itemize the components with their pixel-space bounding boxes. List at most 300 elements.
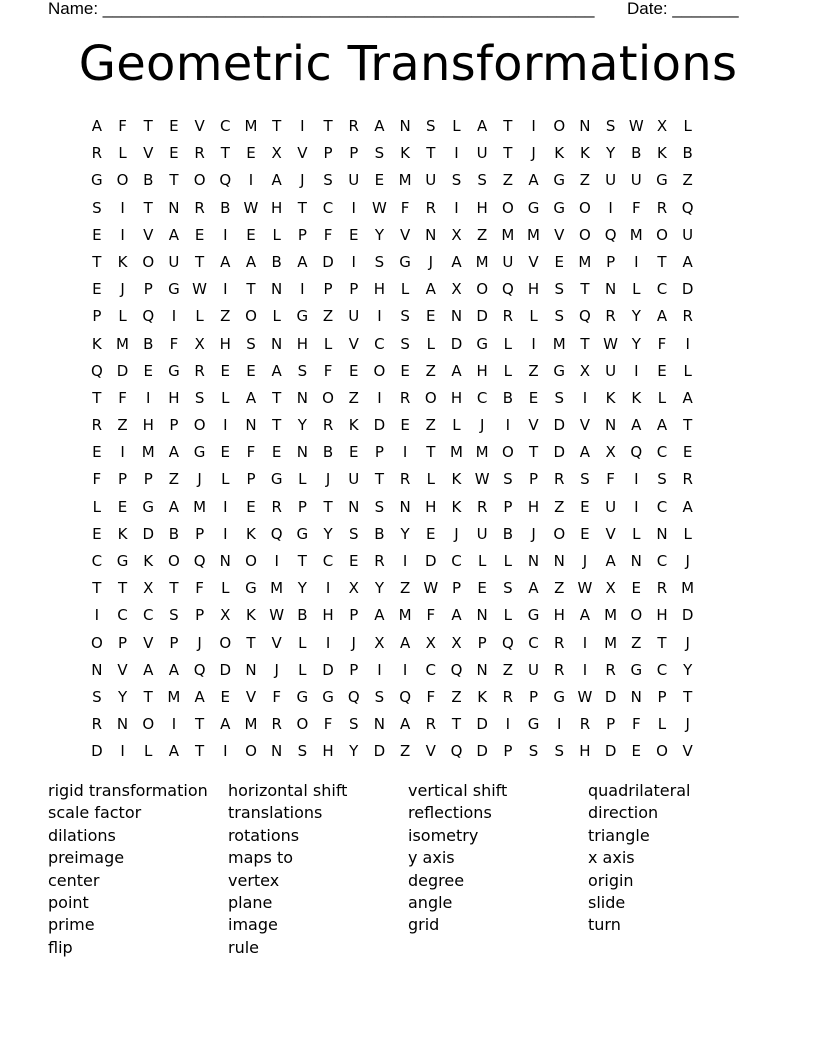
word-list-item: reflections — [408, 803, 492, 823]
grid-letter: T — [580, 280, 590, 299]
grid-letter: C — [374, 334, 385, 353]
grid-letter: N — [656, 524, 668, 543]
grid-letter: E — [631, 579, 642, 598]
grid-letter: B — [271, 252, 282, 271]
grid-letter: J — [325, 470, 331, 489]
grid-letter: T — [451, 715, 462, 734]
grid-letter: M — [244, 715, 258, 734]
grid-letter: J — [120, 280, 125, 299]
grid-letter: E — [246, 497, 256, 516]
grid-letter: R — [194, 361, 205, 380]
grid-letter: N — [168, 198, 180, 217]
grid-letter: G — [116, 552, 129, 570]
grid-letter: B — [502, 524, 513, 543]
grid-letter: T — [657, 633, 667, 652]
grid-letter: A — [168, 443, 180, 462]
grid-letter: T — [143, 198, 153, 217]
letter-grid — [84, 113, 701, 766]
grid-letter: Y — [631, 307, 641, 326]
grid-row — [84, 466, 701, 493]
grid-letter: M — [141, 443, 155, 462]
grid-letter: F — [118, 117, 127, 135]
grid-letter: R — [271, 715, 282, 734]
grid-letter: M — [604, 606, 618, 625]
grid-letter: Y — [297, 579, 307, 598]
grid-row — [84, 630, 701, 657]
grid-row — [84, 167, 701, 194]
grid-letter: G — [553, 361, 566, 380]
grid-letter: H — [476, 361, 488, 380]
grid-letter: N — [476, 606, 488, 625]
grid-letter: W — [192, 280, 208, 299]
grid-letter: F — [400, 198, 410, 217]
grid-letter: J — [197, 633, 202, 652]
grid-letter: V — [579, 416, 591, 435]
grid-letter: S — [605, 117, 616, 135]
grid-letter: E — [246, 225, 256, 244]
grid-letter: R — [554, 470, 565, 489]
grid-letter: G — [399, 252, 411, 271]
word-list-item: prime — [48, 915, 95, 935]
grid-letter: E — [92, 443, 102, 462]
grid-letter: F — [426, 687, 436, 706]
grid-letter: F — [606, 470, 615, 489]
grid-letter: V — [271, 633, 282, 652]
grid-letter: O — [322, 388, 334, 407]
grid-letter: C — [117, 606, 128, 625]
grid-letter: O — [630, 606, 643, 625]
grid-letter: P — [349, 280, 359, 299]
grid-letter: L — [426, 334, 435, 353]
grid-letter: L — [683, 117, 692, 135]
grid-letter: L — [144, 742, 153, 761]
grid-letter: K — [477, 687, 488, 706]
grid-letter: I — [582, 660, 588, 679]
grid-letter: E — [554, 252, 564, 271]
grid-letter: R — [502, 307, 514, 326]
grid-letter: E — [528, 388, 539, 407]
grid-letter: Z — [631, 633, 642, 652]
grid-letter: T — [528, 443, 539, 462]
grid-letter: A — [605, 552, 616, 570]
grid-letter: Z — [502, 660, 513, 679]
grid-letter: Q — [450, 742, 463, 761]
grid-letter: L — [221, 579, 230, 598]
grid-letter: O — [656, 225, 668, 244]
grid-row — [84, 684, 701, 711]
grid-letter: P — [606, 715, 616, 734]
grid-letter: L — [118, 307, 127, 326]
grid-letter: S — [580, 470, 590, 489]
grid-letter: T — [580, 334, 590, 353]
grid-letter: G — [527, 198, 540, 217]
grid-letter: Z — [477, 225, 488, 244]
grid-letter: G — [630, 660, 643, 679]
grid-letter: D — [604, 742, 617, 761]
grid-letter: O — [501, 198, 514, 217]
grid-letter: U — [605, 361, 617, 380]
word-column — [588, 780, 768, 937]
grid-letter: S — [297, 742, 308, 761]
grid-letter: I — [300, 117, 305, 135]
grid-letter: B — [322, 443, 334, 462]
grid-letter: E — [400, 361, 410, 380]
grid-letter: G — [245, 579, 257, 598]
grid-letter: Y — [374, 579, 384, 598]
grid-letter: M — [244, 117, 258, 135]
grid-letter: I — [402, 443, 408, 462]
grid-letter: N — [296, 388, 308, 407]
grid-letter: L — [221, 470, 230, 489]
grid-letter: D — [553, 443, 565, 462]
word-column — [228, 780, 408, 959]
grid-letter: I — [325, 579, 331, 598]
grid-letter: E — [580, 524, 590, 543]
grid-letter: U — [682, 225, 694, 244]
grid-letter: L — [298, 633, 307, 652]
grid-letter: I — [223, 416, 228, 435]
grid-letter: H — [450, 388, 463, 407]
grid-letter: O — [193, 171, 206, 190]
grid-letter: R — [91, 715, 103, 734]
grid-letter: A — [425, 280, 436, 299]
grid-letter: J — [531, 524, 536, 543]
word-list-item: horizontal shift — [228, 781, 348, 800]
grid-letter: O — [245, 307, 257, 326]
word-list-item: rotations — [228, 825, 300, 845]
grid-letter: Z — [528, 361, 539, 380]
grid-letter: T — [246, 633, 256, 652]
grid-letter: C — [656, 660, 668, 679]
grid-letter: G — [270, 470, 283, 489]
grid-letter: V — [297, 144, 308, 163]
grid-letter: I — [454, 144, 459, 163]
grid-letter: L — [298, 470, 307, 489]
grid-letter: K — [117, 252, 128, 271]
grid-letter: H — [553, 606, 565, 625]
grid-row — [84, 575, 701, 602]
grid-letter: A — [168, 660, 180, 679]
grid-letter: R — [194, 144, 205, 163]
grid-letter: G — [168, 280, 180, 299]
grid-letter: E — [271, 443, 282, 462]
grid-letter: A — [631, 416, 642, 435]
grid-letter: F — [323, 225, 333, 244]
grid-letter: N — [245, 660, 257, 679]
grid-letter: Q — [142, 307, 155, 326]
grid-letter: P — [323, 280, 333, 299]
grid-row — [84, 738, 701, 765]
grid-letter: D — [476, 742, 488, 761]
grid-letter: P — [349, 660, 359, 679]
grid-letter: A — [91, 117, 102, 135]
grid-letter: M — [475, 252, 489, 271]
grid-letter: H — [656, 606, 668, 625]
grid-letter: P — [297, 225, 307, 244]
grid-letter: X — [579, 361, 591, 380]
grid-letter: I — [402, 552, 408, 570]
grid-letter: L — [298, 660, 307, 679]
grid-letter: F — [169, 334, 179, 353]
grid-letter: O — [579, 198, 591, 217]
grid-letter: T — [169, 579, 179, 598]
grid-letter: V — [194, 117, 205, 135]
grid-letter: N — [630, 552, 642, 570]
grid-letter: J — [300, 171, 305, 190]
grid-letter: I — [608, 198, 613, 217]
grid-letter: A — [271, 171, 282, 190]
grid-row — [84, 521, 701, 548]
grid-letter: L — [400, 280, 410, 299]
grid-letter: A — [528, 579, 539, 598]
grid-letter: S — [503, 470, 513, 489]
grid-letter: O — [476, 280, 489, 299]
grid-letter: O — [553, 117, 566, 135]
grid-letter: D — [322, 660, 334, 679]
grid-letter: T — [323, 117, 333, 135]
grid-letter: U — [630, 171, 642, 190]
grid-letter: I — [505, 715, 511, 734]
grid-letter: A — [168, 497, 180, 516]
grid-letter: L — [503, 552, 513, 570]
grid-letter: E — [246, 144, 256, 163]
grid-letter: N — [399, 497, 411, 516]
grid-letter: G — [553, 198, 566, 217]
grid-letter: N — [553, 552, 565, 570]
grid-letter: U — [502, 252, 514, 271]
grid-letter: L — [657, 388, 667, 407]
word-list-item: triangle — [588, 825, 650, 845]
grid-letter: I — [582, 388, 588, 407]
grid-letter: S — [348, 715, 359, 734]
grid-letter: A — [220, 252, 231, 271]
grid-letter: N — [373, 715, 386, 734]
grid-letter: C — [425, 660, 437, 679]
grid-letter: L — [221, 388, 230, 407]
word-list-item: grid — [408, 915, 440, 935]
grid-letter: C — [91, 552, 103, 570]
grid-letter: D — [91, 742, 103, 761]
grid-letter: S — [169, 606, 179, 625]
grid-letter: G — [91, 171, 103, 190]
grid-letter: C — [322, 552, 334, 570]
grid-letter: P — [169, 416, 179, 435]
word-list-item: direction — [588, 803, 659, 823]
grid-letter: E — [348, 225, 359, 244]
grid-letter: M — [527, 225, 540, 244]
grid-letter: S — [246, 334, 256, 353]
grid-letter: S — [400, 334, 410, 353]
grid-row — [84, 303, 701, 330]
grid-letter: K — [657, 144, 667, 163]
grid-row — [84, 331, 701, 358]
grid-letter: E — [220, 361, 231, 380]
grid-letter: T — [426, 443, 436, 462]
grid-letter: E — [682, 443, 693, 462]
grid-letter: T — [169, 171, 179, 190]
grid-letter: Q — [501, 633, 514, 652]
grid-letter: S — [374, 687, 385, 706]
grid-letter: I — [223, 742, 228, 761]
grid-letter: V — [117, 660, 128, 679]
grid-letter: I — [171, 307, 177, 326]
grid-letter: L — [477, 552, 487, 570]
grid-letter: R — [425, 198, 436, 217]
grid-letter: I — [223, 225, 228, 244]
grid-letter: K — [400, 144, 411, 163]
grid-letter: S — [297, 361, 308, 380]
grid-letter: M — [449, 443, 463, 462]
grid-letter: K — [246, 524, 256, 543]
grid-letter: Y — [117, 687, 128, 706]
grid-letter: D — [476, 307, 488, 326]
grid-letter: C — [656, 280, 668, 299]
grid-letter: P — [118, 470, 128, 489]
grid-letter: H — [142, 416, 154, 435]
grid-letter: I — [94, 606, 100, 625]
grid-letter: J — [351, 633, 356, 652]
grid-letter: A — [297, 252, 308, 271]
grid-letter: V — [425, 742, 436, 761]
date-field-label: Date: _______ — [627, 0, 739, 18]
grid-letter: O — [116, 171, 129, 190]
grid-letter: V — [399, 225, 411, 244]
grid-row — [84, 548, 701, 575]
grid-letter: P — [195, 524, 205, 543]
word-list-item: slide — [588, 892, 626, 912]
grid-letter: I — [377, 660, 382, 679]
grid-letter: Z — [682, 171, 693, 190]
grid-letter: O — [219, 633, 232, 652]
grid-letter: F — [195, 579, 204, 598]
word-list-item: degree — [408, 870, 465, 890]
grid-letter: F — [118, 388, 127, 407]
grid-letter: O — [553, 524, 566, 543]
grid-letter: I — [531, 117, 536, 135]
grid-letter: Y — [631, 334, 641, 353]
grid-letter: T — [657, 252, 667, 271]
grid-letter: F — [272, 687, 281, 706]
grid-letter: S — [528, 742, 539, 761]
grid-row — [84, 711, 701, 738]
grid-letter: K — [91, 334, 102, 353]
grid-letter: Z — [168, 470, 180, 489]
word-column — [408, 780, 588, 937]
grid-letter: V — [143, 633, 154, 652]
grid-letter: E — [348, 361, 359, 380]
grid-letter: H — [476, 198, 488, 217]
grid-letter: U — [348, 171, 360, 190]
grid-letter: E — [143, 361, 153, 380]
grid-letter: E — [92, 524, 102, 543]
grid-letter: L — [632, 524, 641, 543]
grid-letter: R — [579, 715, 591, 734]
grid-letter: S — [348, 524, 359, 543]
grid-letter: S — [554, 280, 564, 299]
grid-letter: T — [683, 687, 693, 706]
grid-letter: F — [323, 715, 333, 734]
grid-row — [84, 412, 701, 439]
grid-letter: X — [656, 117, 668, 135]
grid-letter: T — [374, 470, 384, 489]
word-list-item: center — [48, 870, 100, 890]
grid-letter: O — [245, 742, 257, 761]
word-list-item: quadrilateral — [588, 781, 691, 800]
grid-letter: A — [682, 497, 693, 516]
grid-letter: B — [143, 171, 154, 190]
grid-letter: T — [117, 579, 128, 598]
word-list-item: origin — [588, 870, 634, 890]
grid-letter: U — [528, 660, 540, 679]
grid-letter: D — [322, 252, 334, 271]
grid-letter: M — [398, 606, 412, 625]
grid-letter: T — [323, 497, 333, 516]
grid-row — [84, 140, 701, 167]
grid-letter: V — [143, 144, 154, 163]
grid-letter: E — [631, 742, 642, 761]
grid-letter: P — [143, 280, 153, 299]
grid-letter: G — [296, 307, 309, 326]
grid-letter: I — [120, 443, 125, 462]
grid-letter: J — [685, 715, 690, 734]
grid-letter: L — [452, 416, 461, 435]
grid-letter: G — [142, 497, 155, 516]
grid-letter: R — [425, 715, 436, 734]
grid-letter: E — [92, 225, 102, 244]
grid-letter: I — [223, 524, 228, 543]
grid-letter: T — [143, 687, 153, 706]
grid-letter: G — [553, 171, 566, 190]
grid-letter: G — [168, 361, 180, 380]
grid-letter: K — [451, 470, 462, 489]
grid-letter: S — [554, 742, 564, 761]
word-list-item: rigid transformation — [48, 781, 208, 800]
word-list-item: x axis — [588, 848, 635, 868]
grid-letter: C — [528, 633, 539, 652]
grid-letter: X — [220, 606, 231, 625]
grid-letter: R — [348, 117, 359, 135]
grid-letter: W — [371, 198, 387, 217]
grid-letter: F — [246, 443, 256, 462]
grid-letter: H — [579, 742, 591, 761]
grid-letter: A — [374, 606, 385, 625]
grid-letter: Q — [270, 524, 283, 543]
grid-letter: R — [194, 198, 205, 217]
grid-letter: G — [553, 687, 566, 706]
grid-letter: Z — [579, 171, 591, 190]
grid-letter: U — [348, 470, 360, 489]
grid-row — [84, 276, 701, 303]
grid-letter: A — [528, 171, 539, 190]
grid-letter: I — [325, 633, 331, 652]
word-list-item: scale factor — [48, 803, 142, 823]
grid-letter: D — [681, 606, 694, 625]
grid-letter: S — [92, 687, 102, 706]
grid-letter: R — [322, 416, 334, 435]
grid-letter: S — [323, 171, 333, 190]
grid-letter: L — [426, 470, 435, 489]
grid-letter: F — [426, 606, 436, 625]
grid-letter: D — [425, 552, 437, 570]
grid-letter: W — [423, 579, 439, 598]
grid-letter: C — [656, 552, 668, 570]
grid-letter: Y — [400, 524, 410, 543]
grid-letter: K — [631, 388, 642, 407]
grid-letter: N — [604, 416, 617, 435]
grid-letter: Y — [323, 524, 333, 543]
grid-letter: Z — [425, 416, 436, 435]
grid-letter: B — [297, 606, 308, 625]
